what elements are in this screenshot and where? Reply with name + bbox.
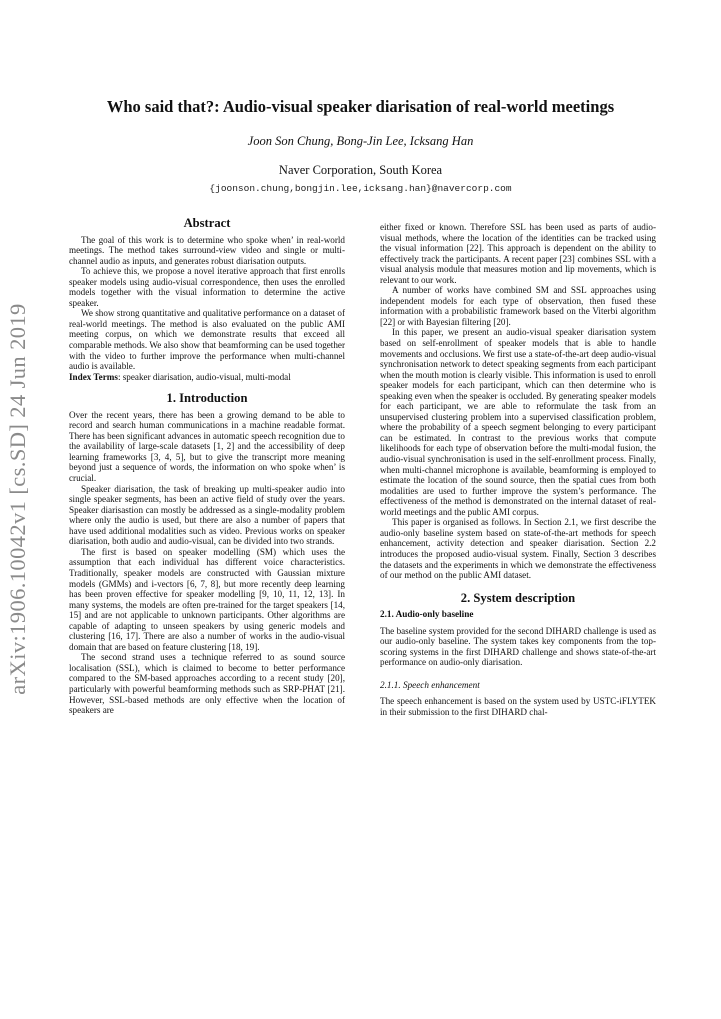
index-terms-text: : speaker diarisation, audio-visual, multi-modal <box>117 371 291 382</box>
index-terms-label: Index Terms <box>69 371 118 382</box>
left-column <box>69 218 345 716</box>
intro-paragraph: A number of works have combined SM and SSL approaches using independent models for each type of observation, then fused these information with a probabilistic framework based on the Viterbi algorithm [22] or with Bayesian filtering [20]. <box>380 285 656 327</box>
intro-heading: 1. Introduction <box>166 391 248 406</box>
subsection-heading: 2.1. Audio-only baseline <box>380 609 474 620</box>
intro-paragraph: The first is based on speaker modelling (SM) which uses the assumption that each individual has different voice characteristics. Traditionally, speaker models are constructed with Gaussian mixture models (GMMs) and i-vectors [6, 7, 8], but more recently deep learning has been proven effective for speaker modelling [9, 10, 11, 12, 13]. In many systems, the models are often pre-trained for the target speakers [14, 15] and are not applicable to unknown participants. Other algorithms are capable of adapting to unseen speakers by using generic models and clustering [16, 17]. There are also a number of works in the audio-visual domain that are based on feature clustering [18, 19]. <box>69 546 345 652</box>
paper-affiliation: Naver Corporation, South Korea <box>278 163 443 177</box>
abstract-heading: Abstract <box>183 216 231 230</box>
intro-paragraph: either fixed or known. Therefore SSL has been used as parts of audio-visual methods, where the location of the identities can be tracked using the visual information [22]. This approach is dependent on the ability to effectively track the participants. A recent paper [23] combines SSL with a visual analysis module that measures motion and lip movements, which is relevant to our work. <box>380 222 656 285</box>
paper-authors: Joon Son Chung, Bong-Jin Lee, Icksang Han <box>247 134 474 148</box>
abstract-paragraph: To achieve this, we propose a novel iterative approach that first enrolls speaker models using audio-visual correspondence, then uses the enrolled models together with the visual information to determine the active speaker. <box>69 266 345 308</box>
intro-paragraph: The second strand uses a technique referred to as sound source localisation (SSL), which is claimed to become to better performance compared to the SM-based approaches according to a recent study [20], particularly with powerful beamforming methods such as SRP-PHAT [21]. However, SSL-based methods are only effective when the location of speakers are <box>69 652 345 716</box>
intro-paragraph: This paper is organised as follows. In Section 2.1, we first describe the audio-only baseline system based on state-of-the-art methods for speech enhancement, activity detection and speaker diarisation. Section 2.2 introduces the proposed audio-visual system. Finally, Section 3 describes the datasets and the experiments in which we demonstrate the effectiveness of our method on the public AMI dataset. <box>380 517 656 581</box>
abstract-paragraph: The goal of this work is to determine who spoke when’ in real-world meetings. The method takes surround-view video and single or multi-channel audio as inputs, and generates robust diarisation outputs. <box>69 234 345 266</box>
intro-paragraph: Over the recent years, there has been a growing demand to be able to record and search human communications in a machine readable format. There has been significant advances in automatic speech recognition due to the availability of large-scale datasets [1, 2] and the accessibility of deep learning frameworks [3, 4, 5], but to give the transcript more meaning beyond just a sequence of words, the information on who spoke when’ is crucial. <box>69 409 345 484</box>
index-terms <box>69 372 345 383</box>
arxiv-stamp: arXiv:1906.10042v1 [cs.SD] 24 Jun 2019 <box>5 303 30 695</box>
intro-paragraph: In this paper, we present an audio-visual speaker diarisation system based on self-enrollment of speaker models that is able to handle movements and occlusions. We first use a state-of-the-art deep audio-visual synchronisation network to detect speaking segments from each participant when the mouth motion is clearly visible. This information is used to enroll speaker models for each participant, which can then determine who is speaking even when the speaker is occluded. By generating speaker models for each participant, we are able to reformulate the task from an unsupervised clustering problem into a supervised classification problem, where the probability of a speech segment belonging to every participant can be estimated. In contrast to the previous works that compute likelihoods for each type of observation before the multi-modal fusion, the audio-visual synchronisation is used in the self-enrollment process. Finally, when multi-channel microphone is available, beamforming is employed to estimate the location of the sound source, then the spatial cues from both modalities are used to further improve the system’s performance. The effectiveness of the method is demonstrated on the internal dataset of real-world meetings and the public AMI corpus. <box>380 327 656 517</box>
right-column <box>380 222 656 718</box>
system-paragraph: The baseline system provided for the second DIHARD challenge is used as our audio-only baseline. The system takes key components from the top-scoring systems in the first DIHARD challenge and shows state-of-the-art performance on audio-only diarisation. <box>380 625 656 668</box>
system-heading: 2. System description <box>460 590 576 605</box>
paper-title: Who said that?: Audio-visual speaker diarisation of real-world meetings <box>106 97 615 116</box>
paper-email: {joonson.chung,bongjin.lee,icksang.han}@navercorp.com <box>209 183 512 194</box>
system-paragraph: The speech enhancement is based on the system used by USTC-iFLYTEK in their submission to the first DIHARD chal- <box>380 696 656 717</box>
abstract-paragraph: We show strong quantitative and qualitative performance on a dataset of real-world meetings. The method is also evaluated on the public AMI meeting corpus, on which we demonstrate results that exceed all comparable methods. We also show that beamforming can be used together with the video to further improve the performance when multi-channel audio is available. <box>69 308 345 372</box>
subsubsection-heading: 2.1.1. Speech enhancement <box>380 679 480 690</box>
intro-paragraph: Speaker diarisation, the task of breaking up multi-speaker audio into single speaker segments, has been an active field of study over the years. Speaker diarisastion can mostly be addressed as a single-modality problem where only the audio is used, but there are also a number of papers that have used additional modalities such as video. Previous works on speaker diarisation, both audio and audio-visual, can be divided into two strands. <box>69 483 345 547</box>
